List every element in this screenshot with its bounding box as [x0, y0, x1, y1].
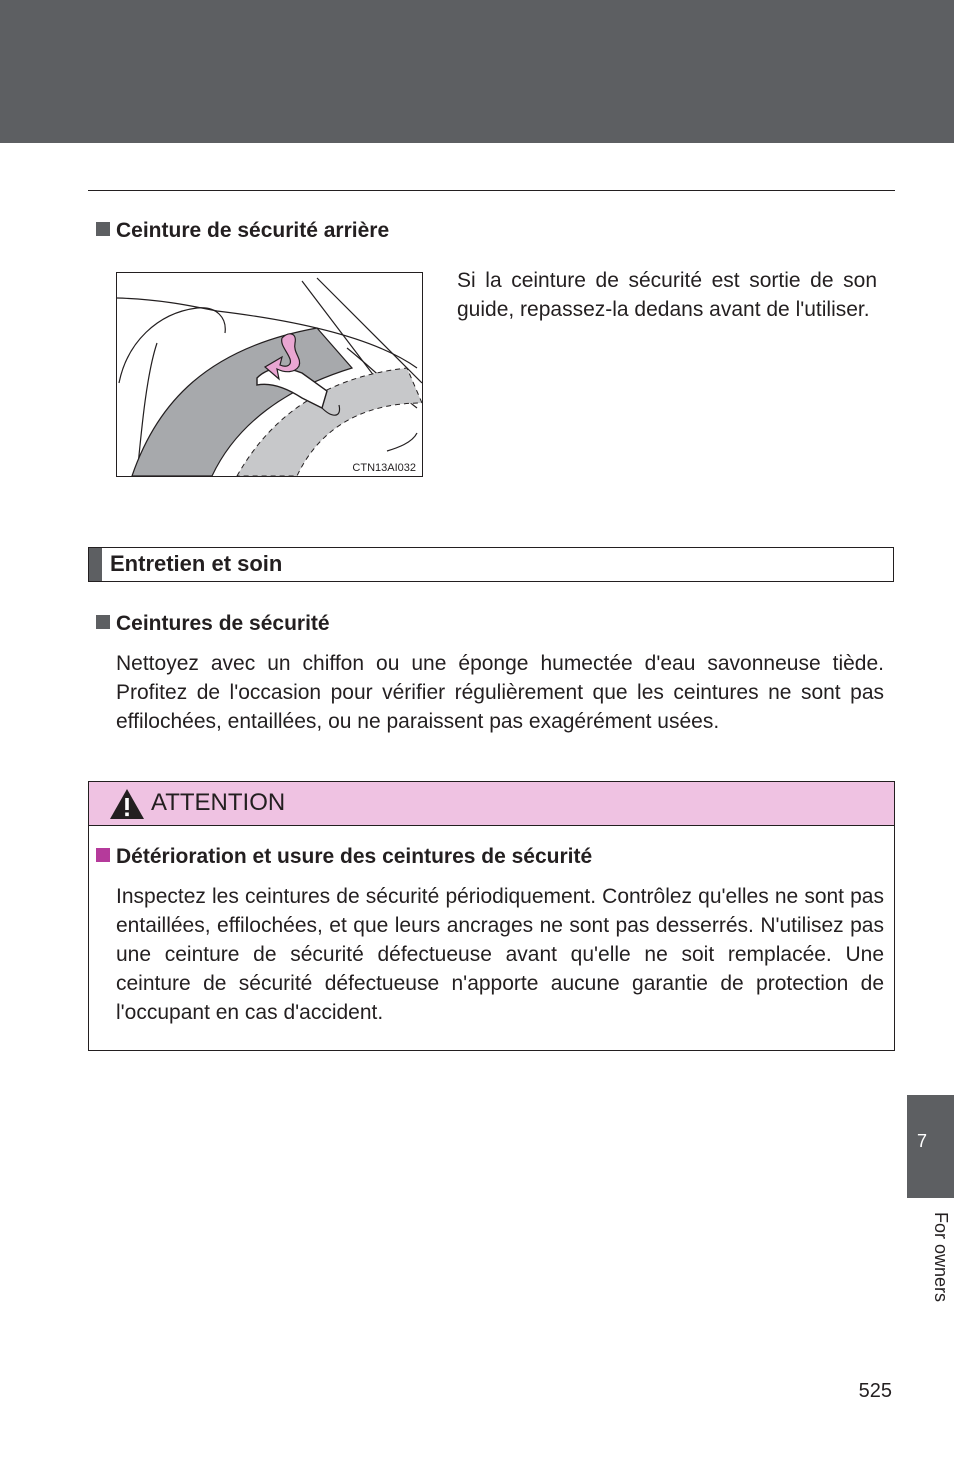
rear-belt-heading: Ceinture de sécurité arrière [96, 218, 389, 244]
square-bullet-icon [96, 615, 110, 629]
chapter-tab [907, 1095, 954, 1198]
chapter-number: 7 [917, 1131, 928, 1151]
section-title: Entretien et soin [110, 551, 283, 576]
belts-care-text: Nettoyez avec un chiffon ou une éponge humectée d'eau savonneuse tiède. Profitez de l'occasion pour vérifier régulièrement que les ceintures ne sont pas effilochées, entaillées, ou ne paraissent pas exagérément usées. [116, 652, 884, 733]
attention-header [89, 782, 894, 826]
figure-code: CTN13AI032 [352, 462, 416, 474]
page-header-band [0, 0, 954, 143]
square-bullet-icon [96, 848, 110, 862]
seat-belt-guide-drawing [117, 273, 422, 476]
top-rule [88, 190, 895, 191]
attention-text: Inspectez les ceintures de sécurité périodiquement. Contrôlez qu'elles ne sont pas entaillées, effilochées, et que leurs ancrages ne sont pas desserrés. N'utilisez pas une ceinture de sécurité défectueuse avant qu'elle ne soit remplacée. Une ceinture de sécurité défectueuse n'apporte aucune garantie de protection de l'occupant en cas d'accident. [116, 885, 884, 1024]
belts-heading: Ceintures de sécurité [96, 611, 330, 637]
section-accent-bar [89, 548, 102, 581]
section-header [88, 547, 894, 582]
attention-heading: Détérioration et usure des ceintures de sécurité [96, 844, 592, 870]
attention-label: ATTENTION [151, 789, 286, 816]
warning-triangle-icon [109, 788, 145, 820]
square-bullet-icon [96, 222, 110, 236]
page-number: 525 [858, 1380, 892, 1402]
rear-belt-illustration [116, 272, 423, 477]
chapter-label: For owners [931, 1212, 951, 1303]
rear-belt-text: Si la ceinture de sécurité est sortie de son guide, repassez-la dedans avant de l'utiliser. [457, 269, 877, 321]
